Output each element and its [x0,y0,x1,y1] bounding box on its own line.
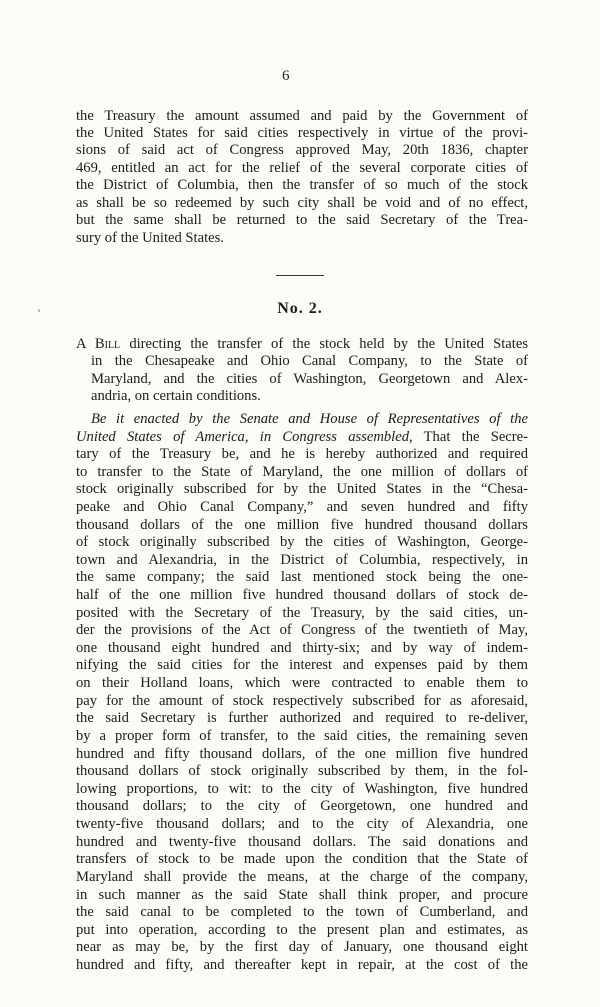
text-line: pay for the amount of stock respectively subscribed for as aforesaid, [76,692,528,709]
enacting-italic: United States of America, in Congress assembled, [76,429,413,445]
text-line: put into operation, according to the present plan and estimates, as [76,921,528,938]
text-line: sions of said act of Congress approved May, 20th 1836, chapter [76,142,528,158]
text-line: Maryland, and the cities of Washington, Georgetown and Alex- [91,371,528,387]
text-line: on their Holland loans, which were contracted to enable them to [76,675,528,692]
text-line: der the provisions of the Act of Congress of the twentieth of May, [76,622,528,639]
text-line: the said Secretary is further authorized and required to re-deliver, [76,710,528,727]
text-line: thousand dollars of stock originally subscribed by them, in the fol- [76,763,528,780]
text-line: hundred and fifty thousand dollars, of the one million five hundred [76,745,528,762]
text-line: half of the one million five hundred thousand dollars of stock de- [76,587,528,603]
text-line: thousand dollars of the one million five hundred thousand dollars [76,516,528,533]
text-line: thousand dollars; to the city of Georgetown, one hundred and [76,798,528,815]
section-heading: No. 2. [277,300,323,317]
text-line [76,336,528,353]
text-line: in such manner as the said State shall think proper, and procure [76,886,528,903]
enacting-rest: That the Secre- [412,429,528,445]
text-line: posited with the Secretary of the Treasury, by the said cities, un- [76,604,528,621]
text-line: peake and Ohio Canal Company,” and seven hundred and fifty [76,498,528,515]
text-line: town and Alexandria, in the District of Columbia, respectively, in [76,551,528,568]
text-line: but the same shall be returned to the said Secretary of the Trea- [76,212,528,228]
text-line [76,429,528,446]
text-line: lowing proportions, to wit: to the city of Washington, five hundred [76,780,528,797]
text-line: the said canal to be completed to the town of Cumberland, and [76,904,528,921]
text-line: the District of Columbia, then the transfer of so much of the stock [76,177,528,193]
text-line: hundred and twenty-five thousand dollars. The said donations and [76,833,528,850]
bill-title-first-word: A Bill [76,336,121,352]
text-line: stock originally subscribed for by the United States in the “Chesa- [76,481,528,498]
text-line: as shall be so redeemed by such city shall be void and of no effect, [76,195,528,211]
enacting-italic: Be it enacted by the Senate and House of Representatives of the [91,411,528,427]
text-line: hundred and fifty, and thereafter kept in repair, at the cost of the [76,957,528,973]
text-line: in the Chesapeake and Ohio Canal Company, to the State of [91,353,528,369]
text-line: twenty-five thousand dollars; and to the city of Alexandria, one [76,816,528,832]
text-line: nifying the said cities for the interest and expenses paid by them [76,657,528,674]
text-line: near as may be, by the first day of January, one thousand eight [76,939,528,956]
text-line: Maryland shall provide the means, at the charge of the company, [76,868,528,885]
text-line: by a proper form of transfer, to the said cities, the remaining seven [76,727,528,744]
text-line: andria, on certain conditions. [91,388,261,404]
section-divider [276,275,324,276]
text-line [91,411,528,428]
text-line: tary of the Treasury be, and he is hereby authorized and required [76,446,528,462]
text-line: the United States for said cities respectively in virtue of the provi- [76,125,528,141]
text-line: the Treasury the amount assumed and paid by the Government of [76,108,528,124]
page-number: 6 [282,68,290,84]
text-line: sury of the United States. [76,230,224,246]
text-line: to transfer to the State of Maryland, the one million of dollars of [76,463,528,480]
text-line: 469, entitled an act for the relief of the several corporate cities of [76,160,528,176]
text-line: the same company; the said last mentioned stock being the one- [76,569,528,586]
text-line: transfers of stock to be made upon the condition that the State of [76,851,528,868]
margin-mark: ' [38,306,41,320]
bill-title-line: directing the transfer of the stock held by the United States [129,336,528,352]
text-line: of stock originally subscribed by the cities of Washington, George- [76,534,528,551]
text-line: one thousand eight hundred and thirty-six; and by way of indem- [76,639,528,656]
